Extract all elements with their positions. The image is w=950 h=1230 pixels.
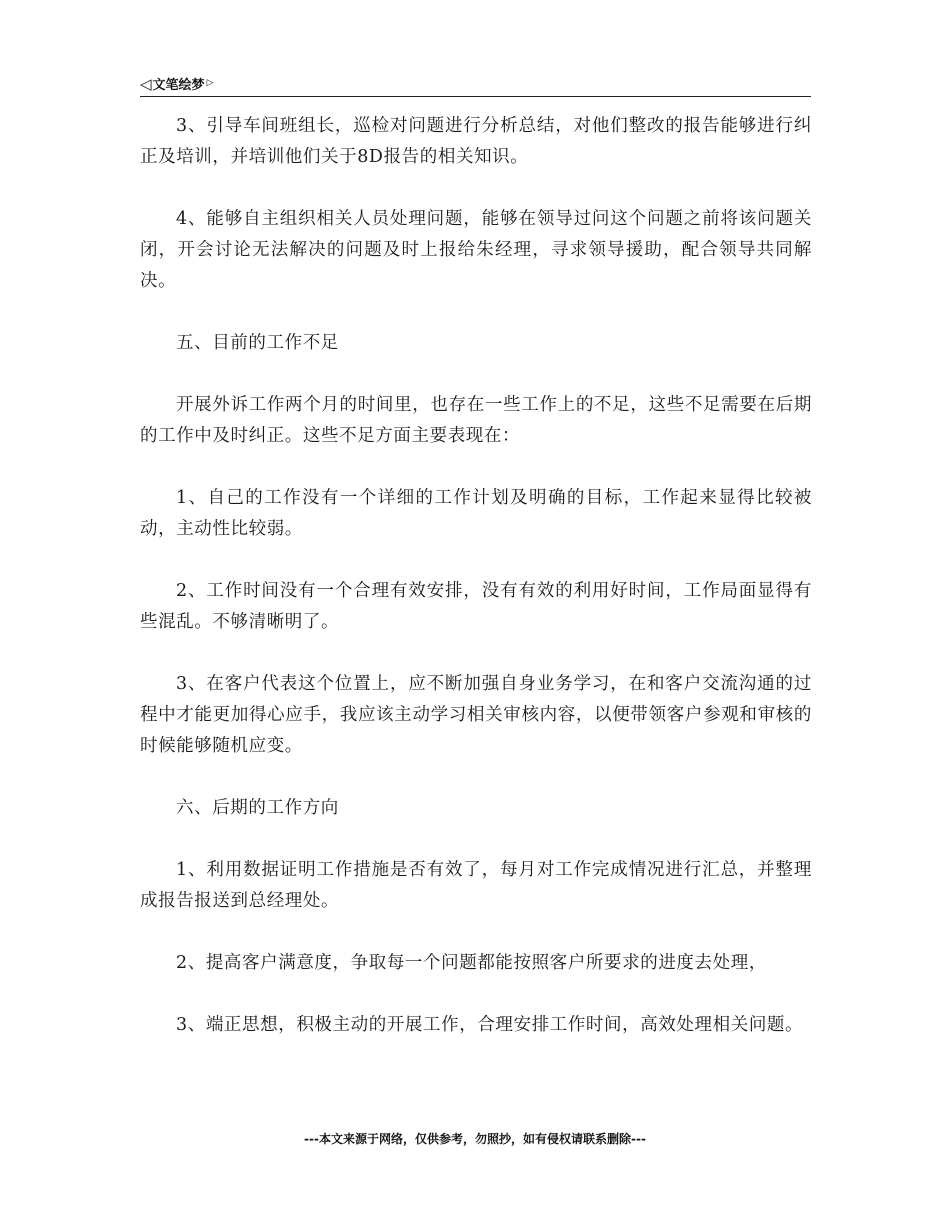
- triangle-right-icon: ▷: [206, 78, 214, 88]
- paragraph-shortcoming-3: 3、在客户代表这个位置上，应不断加强自身业务学习，在和客户交流沟通的过程中才能更加得心应手，我应该主动学习相关审核内容，以便带领客户参观和审核的时候能够随机应变。: [140, 674, 812, 756]
- paragraph-direction-1: 1、利用数据证明工作措施是否有效了，每月对工作完成情况进行汇总，并整理成报告报送到总经理处。: [140, 860, 812, 911]
- paragraph-direction-3: 3、端正思想，积极主动的开展工作，合理安排工作时间，高效处理相关问题。: [176, 1015, 804, 1035]
- page-footer-disclaimer: ---本文来源于网络，仅供参考，勿照抄，如有侵权请联系删除---: [304, 1132, 646, 1146]
- section-heading-6: 六、后期的工作方向: [176, 798, 339, 818]
- paragraph-shortcoming-2: 2、工作时间没有一个合理有效安排，没有有效的利用好时间，工作局面显得有些混乱。不够清晰明了。: [140, 581, 812, 632]
- triangle-left-icon: ◁: [140, 75, 152, 93]
- header-title: 文笔绘梦: [152, 78, 205, 93]
- section-heading-5: 五、目前的工作不足: [176, 333, 339, 353]
- paragraph-shortcoming-1: 1、自己的工作没有一个详细的工作计划及明确的目标，工作起来显得比较被动，主动性比较弱。: [140, 488, 812, 539]
- paragraph-direction-2: 2、提高客户满意度，争取每一个问题都能按照客户所要求的进度去处理，: [176, 953, 767, 973]
- paragraph-intro-shortcomings: 开展外诉工作两个月的时间里，也存在一些工作上的不足，这些不足需要在后期的工作中及时纠正。这些不足方面主要表现在：: [140, 395, 812, 446]
- page-header: [140, 74, 811, 97]
- paragraph-item-4: 4、能够自主组织相关人员处理问题，能够在领导过问这个问题之前将该问题关闭，开会讨论无法解决的问题及时上报给朱经理，寻求领导援助，配合领导共同解决。: [140, 209, 812, 291]
- paragraph-item-3: 3、引导车间班组长，巡检对问题进行分析总结，对他们整改的报告能够进行纠正及培训，并培训他们关于8D报告的相关知识。: [140, 116, 812, 167]
- header-brand: [140, 74, 213, 95]
- document-body: [140, 111, 812, 1072]
